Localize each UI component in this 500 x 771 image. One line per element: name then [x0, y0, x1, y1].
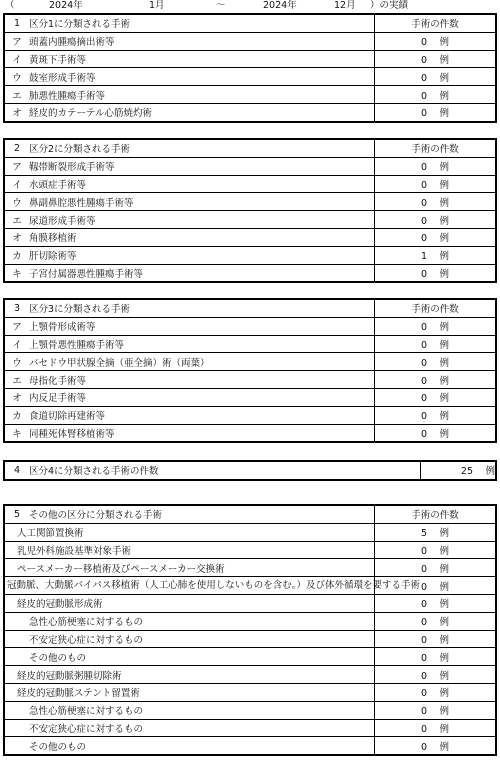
table-row	[4, 86, 496, 104]
row-unit: 例	[439, 599, 449, 611]
row-unit: 例	[439, 634, 449, 646]
section-1-table	[3, 13, 497, 123]
count-column-header: 手術の件数	[375, 139, 497, 157]
table-row	[4, 666, 496, 684]
row-name: その他のもの	[4, 737, 375, 755]
row-name: 経皮的冠動脈粥腫切除術	[4, 666, 375, 684]
row-count-cell	[375, 157, 497, 175]
table-row	[4, 630, 496, 648]
row-count: 0	[420, 197, 427, 209]
row-unit: 例	[439, 322, 449, 334]
table-row	[4, 175, 496, 193]
table-row	[4, 353, 496, 371]
row-count: 0	[420, 545, 427, 557]
row-count: 0	[420, 322, 427, 334]
row-count: 0	[420, 233, 427, 245]
row-count-cell	[375, 103, 497, 121]
row-count-cell	[375, 666, 497, 684]
table-row	[4, 701, 496, 719]
row-count: 0	[420, 375, 427, 387]
row-name: 経皮的冠動脈ステント留置術	[4, 683, 375, 701]
row-count-cell	[375, 246, 497, 264]
row-mark: キ	[4, 424, 29, 442]
table-row	[4, 246, 496, 264]
row-count: 0	[420, 54, 427, 66]
section-number: 3	[4, 299, 29, 317]
row-mark: ア	[4, 157, 29, 175]
section-header-row	[4, 14, 496, 32]
row-count-cell	[375, 648, 497, 666]
section-3-table	[3, 298, 497, 443]
table-row	[4, 50, 496, 68]
row-count: 0	[420, 599, 427, 611]
section-header-row	[4, 505, 496, 523]
row-count-cell	[375, 228, 497, 246]
row-count-cell	[375, 335, 497, 353]
row-count-cell	[375, 353, 497, 371]
row-unit: 例	[439, 162, 449, 174]
row-unit: 例	[439, 375, 449, 387]
row-name: 子宮付属器悪性腫瘍手術等	[29, 264, 375, 282]
section-title: 区分4に分類される手術の件数	[29, 466, 159, 478]
table-row	[4, 335, 496, 353]
row-count: 0	[420, 741, 427, 753]
table-row	[4, 211, 496, 229]
row-mark: カ	[4, 406, 29, 424]
period-tilde: ～	[216, 0, 226, 11]
row-count-cell	[375, 193, 497, 211]
period-open-paren: （	[5, 0, 15, 11]
row-count: 0	[420, 652, 427, 664]
row-count: 5	[420, 528, 427, 540]
table-row	[4, 388, 496, 406]
row-unit: 例	[485, 466, 495, 478]
row-unit: 例	[439, 72, 449, 84]
row-count: 0	[420, 563, 427, 575]
row-name: 急性心筋梗塞に対するもの	[4, 612, 375, 630]
row-name: 肺悪性腫瘍手術等	[29, 86, 375, 104]
row-name: 上顎骨形成術等	[29, 317, 375, 335]
section-header-row	[4, 299, 496, 317]
count-column-header: 手術の件数	[375, 299, 497, 317]
table-row	[4, 371, 496, 389]
row-unit: 例	[439, 652, 449, 664]
row-count-cell	[375, 32, 497, 50]
row-name: 食道切除再建術等	[29, 406, 375, 424]
row-count: 0	[420, 723, 427, 735]
row-count: 0	[420, 162, 427, 174]
row-mark: ウ	[4, 193, 29, 211]
row-count: 0	[420, 179, 427, 191]
row-count: 0	[420, 90, 427, 102]
row-unit: 例	[439, 563, 449, 575]
row-unit: 例	[439, 179, 449, 191]
period-from-month: 1月	[149, 0, 165, 11]
row-name: 黄斑下手術等	[29, 50, 375, 68]
row-count: 0	[420, 581, 427, 593]
row-unit: 例	[439, 581, 449, 593]
row-unit: 例	[439, 37, 449, 49]
row-count-cell	[375, 737, 497, 755]
row-count: 0	[420, 411, 427, 423]
row-count-cell	[375, 68, 497, 86]
section-title: 区分2に分類される手術	[29, 139, 375, 157]
row-mark: ウ	[4, 68, 29, 86]
row-mark: イ	[4, 50, 29, 68]
row-count: 0	[420, 688, 427, 700]
section-title: その他の区分に分類される手術	[29, 510, 163, 522]
row-count-cell	[375, 594, 497, 612]
table-row	[4, 264, 496, 282]
row-mark: ア	[4, 317, 29, 335]
table-row	[4, 541, 496, 559]
table-row	[4, 157, 496, 175]
row-unit: 例	[439, 215, 449, 227]
row-count: 0	[420, 215, 427, 227]
row-count-cell	[375, 541, 497, 559]
row-name: 乳児外科施設基準対象手術	[4, 541, 375, 559]
row-mark: ア	[4, 32, 29, 50]
row-count: 0	[420, 393, 427, 405]
table-row	[4, 559, 496, 577]
row-count-cell	[375, 388, 497, 406]
table-row	[4, 103, 496, 121]
row-count-cell	[375, 406, 497, 424]
row-unit: 例	[439, 706, 449, 718]
count-column-header: 手術の件数	[375, 505, 497, 523]
row-unit: 例	[439, 670, 449, 682]
row-name: 冠動脈、大動脈バイパス移植術（人工心肺を使用しないものを含む。）及び体外循環を要する手術	[4, 577, 375, 595]
row-unit: 例	[439, 393, 449, 405]
row-unit: 例	[439, 617, 449, 629]
row-unit: 例	[439, 54, 449, 66]
row-count-cell	[375, 523, 497, 541]
row-count: 0	[420, 339, 427, 351]
table-row	[4, 737, 496, 755]
table-row	[4, 523, 496, 541]
row-count: 0	[420, 268, 427, 280]
row-unit: 例	[439, 723, 449, 735]
row-count-cell	[375, 317, 497, 335]
section-title: 区分1に分類される手術	[29, 14, 375, 32]
row-mark: カ	[4, 246, 29, 264]
row-name: その他のもの	[4, 648, 375, 666]
section-number: 4	[13, 464, 21, 476]
table-row	[4, 32, 496, 50]
table-row	[4, 612, 496, 630]
row-name: バセドウ甲状腺全摘（亜全摘）術（両葉）	[29, 353, 375, 371]
row-unit: 例	[439, 357, 449, 369]
row-name: ペースメーカー移植術及びペースメーカー交換術	[4, 559, 375, 577]
row-unit: 例	[439, 688, 449, 700]
row-name: 肝切除術等	[29, 246, 375, 264]
row-unit: 例	[439, 545, 449, 557]
row-name: 同種死体腎移植術等	[29, 424, 375, 442]
section-4-row	[4, 461, 496, 480]
row-count-cell	[375, 559, 497, 577]
section-2-table	[3, 138, 497, 283]
row-name: 靱帯断裂形成手術等	[29, 157, 375, 175]
table-row	[4, 424, 496, 442]
row-count: 0	[420, 617, 427, 629]
row-name: 母指化手術等	[29, 371, 375, 389]
section-5-table	[3, 504, 497, 756]
row-count-cell	[375, 612, 497, 630]
row-mark: エ	[4, 371, 29, 389]
section-4-table	[3, 460, 497, 481]
table-row	[4, 406, 496, 424]
row-count: 0	[420, 634, 427, 646]
section-header-row	[4, 139, 496, 157]
row-unit: 例	[439, 251, 449, 263]
section-title: 区分3に分類される手術	[29, 299, 375, 317]
row-name: 水頭症手術等	[29, 175, 375, 193]
row-count: 0	[420, 37, 427, 49]
row-mark: オ	[4, 228, 29, 246]
table-row	[4, 683, 496, 701]
row-count-cell	[375, 264, 497, 282]
table-row	[4, 68, 496, 86]
row-count: 0	[420, 670, 427, 682]
row-name: 内反足手術等	[29, 388, 375, 406]
row-count-cell	[421, 461, 497, 480]
row-count-cell	[375, 719, 497, 737]
row-mark: オ	[4, 388, 29, 406]
row-unit: 例	[439, 233, 449, 245]
section-number: 5	[13, 508, 21, 520]
row-mark: ウ	[4, 353, 29, 371]
row-name: 経皮的カテーテル心筋焼灼術	[29, 103, 375, 121]
row-name: 経皮的冠動脈形成術	[4, 594, 375, 612]
row-count-cell	[375, 86, 497, 104]
row-count-cell	[375, 630, 497, 648]
table-row	[4, 719, 496, 737]
table-row	[4, 594, 496, 612]
row-name: 鼻副鼻腔悪性腫瘍手術等	[29, 193, 375, 211]
row-unit: 例	[439, 528, 449, 540]
section-number: 2	[4, 139, 29, 157]
row-unit: 例	[439, 741, 449, 753]
row-unit: 例	[439, 428, 449, 440]
row-mark: キ	[4, 264, 29, 282]
row-mark: イ	[4, 335, 29, 353]
row-count: 25	[460, 466, 473, 478]
row-unit: 例	[439, 339, 449, 351]
row-mark: オ	[4, 103, 29, 121]
row-mark: イ	[4, 175, 29, 193]
count-column-header: 手術の件数	[375, 14, 497, 32]
row-name: 人工関節置換術	[4, 523, 375, 541]
row-count-cell	[375, 50, 497, 68]
row-count: 0	[420, 72, 427, 84]
section-number: 1	[4, 14, 29, 32]
period-to-month: 12月	[334, 0, 356, 11]
row-count: 0	[420, 357, 427, 369]
table-row	[4, 193, 496, 211]
row-count-cell	[375, 701, 497, 719]
period-header	[0, 0, 500, 12]
row-unit: 例	[439, 197, 449, 209]
row-count-cell	[375, 175, 497, 193]
row-name: 不安定狭心症に対するもの	[4, 630, 375, 648]
row-count-cell	[375, 371, 497, 389]
period-suffix: ）の実績	[370, 0, 409, 11]
row-name: 上顎骨悪性腫瘍手術等	[29, 335, 375, 353]
period-from-year: 2024年	[49, 0, 83, 11]
row-name: 不安定狭心症に対するもの	[4, 719, 375, 737]
row-count-cell	[375, 211, 497, 229]
row-name: 尿道形成手術等	[29, 211, 375, 229]
row-count: 0	[420, 108, 427, 120]
row-count-cell	[375, 683, 497, 701]
row-name: 頭蓋内腫瘍摘出術等	[29, 32, 375, 50]
row-count: 1	[420, 251, 427, 263]
row-count: 0	[420, 706, 427, 718]
row-name: 鼓室形成手術等	[29, 68, 375, 86]
row-count: 0	[420, 428, 427, 440]
row-unit: 例	[439, 268, 449, 280]
row-unit: 例	[439, 90, 449, 102]
row-count-cell	[375, 424, 497, 442]
row-count-cell	[375, 577, 497, 595]
row-mark: エ	[4, 86, 29, 104]
period-to-year: 2024年	[263, 0, 297, 11]
row-name: 急性心筋梗塞に対するもの	[4, 701, 375, 719]
table-row	[4, 317, 496, 335]
table-row	[4, 577, 496, 595]
row-unit: 例	[439, 108, 449, 120]
table-row	[4, 648, 496, 666]
row-unit: 例	[439, 411, 449, 423]
row-name: 角膜移植術	[29, 228, 375, 246]
table-row	[4, 228, 496, 246]
row-mark: エ	[4, 211, 29, 229]
